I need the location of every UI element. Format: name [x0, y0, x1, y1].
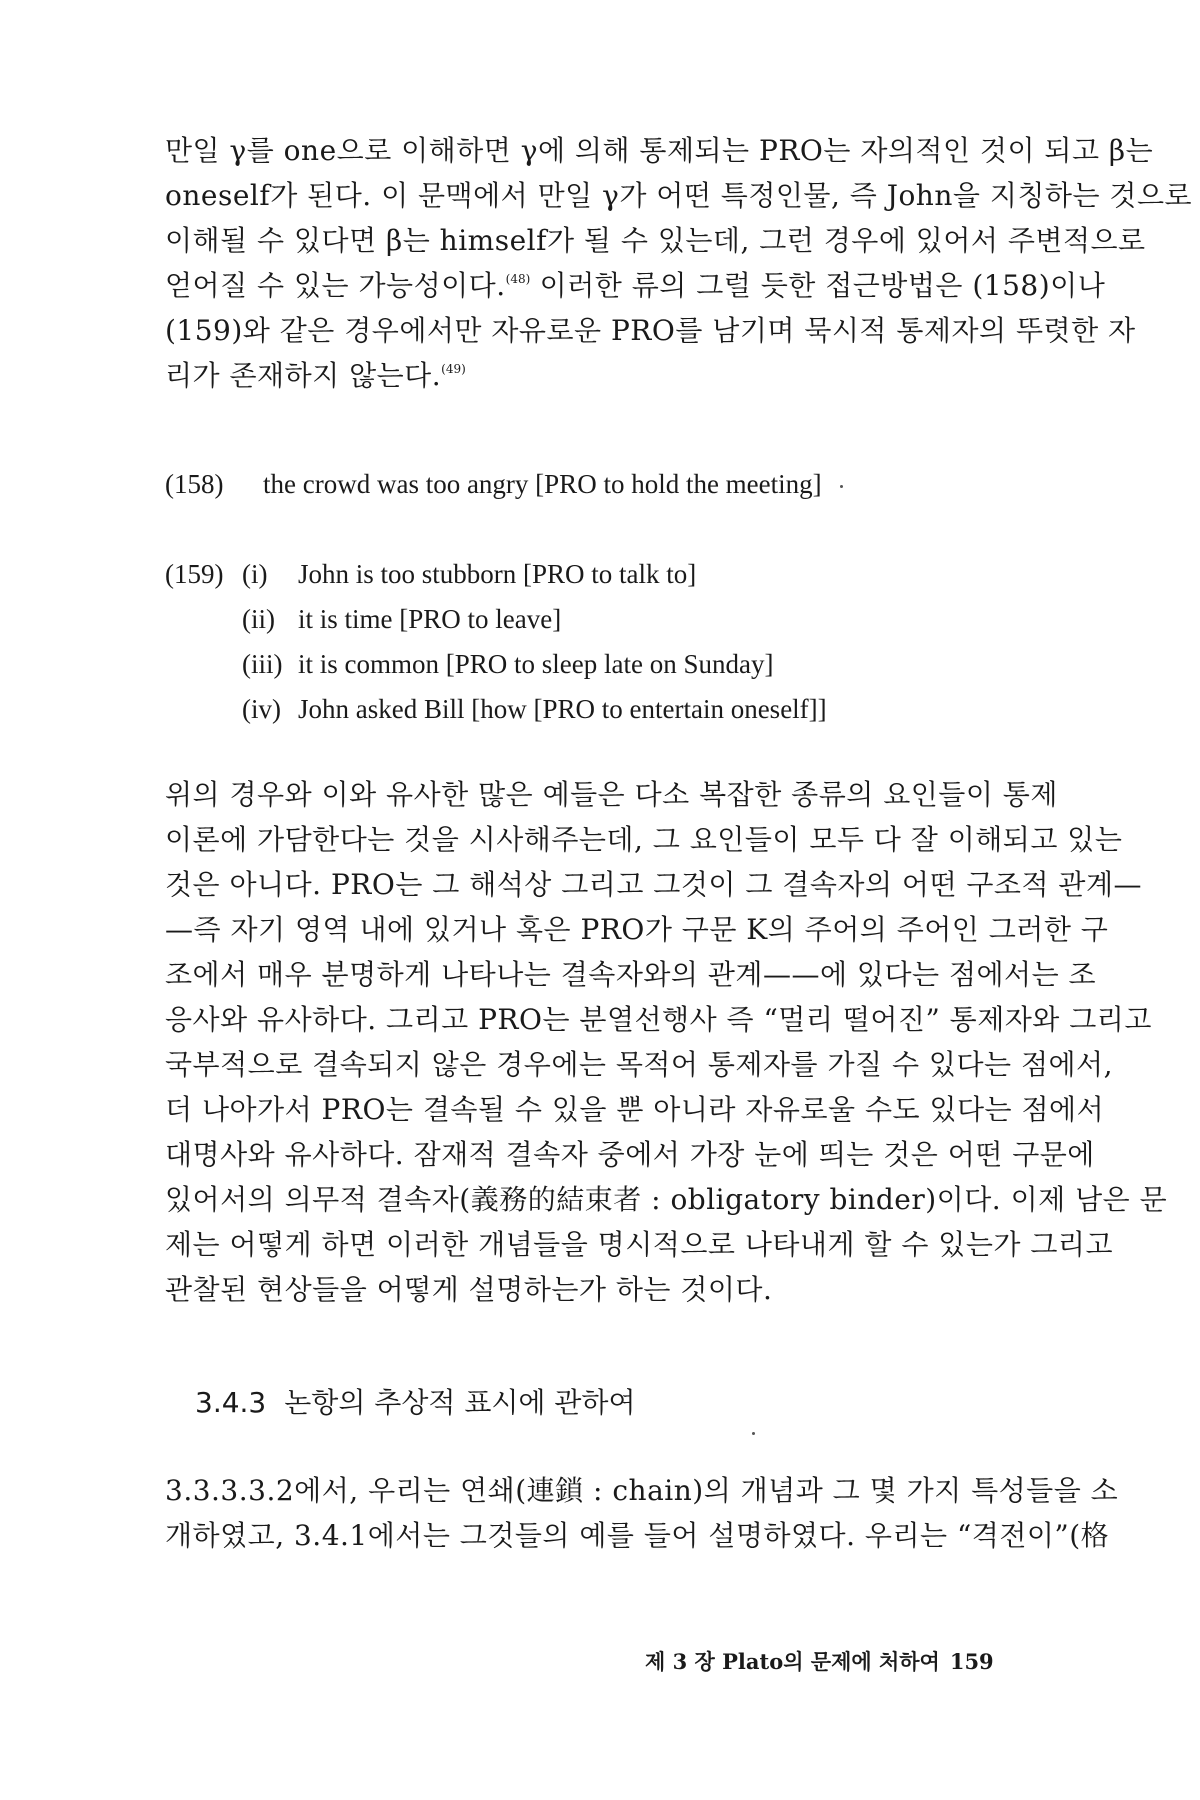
- text-line: —즉 자기 영역 내에 있거나 혹은 PRO가 구문 K의 주어의 주어인 그러한 구: [165, 913, 1109, 946]
- example-label: (159): [165, 559, 224, 589]
- text-line-with-footnote: [165, 353, 1045, 398]
- section-heading: [195, 1383, 636, 1423]
- text-line: 개하였고, 3.4.1에서는 그것들의 예를 들어 설명하였다. 우리는 “격전이”(格: [165, 1519, 1110, 1552]
- example-item-text: it is time [PRO to leave]: [298, 604, 562, 634]
- example-158: [165, 462, 1045, 507]
- example-item-text: John is too stubborn [PRO to talk to]: [298, 559, 697, 589]
- text-line: 조에서 매우 분명하게 나타나는 결속자와의 관계——에 있다는 점에서는 조: [165, 958, 1097, 991]
- example-label: (158): [165, 469, 224, 499]
- text-line: (159)와 같은 경우에서만 자유로운 PRO를 남기며 묵시적 통제자의 뚜렷한 자: [165, 314, 1136, 347]
- text-line: 있어서의 의무적 결속자(義務的結束者 : obligatory binder)이다. 이제 남은 문: [165, 1183, 1168, 1216]
- text-line: 이론에 가담한다는 것을 시사해주는데, 그 요인들이 모두 다 잘 이해되고 있는: [165, 823, 1123, 856]
- example-159-item: [242, 552, 1122, 597]
- text-segment: 얻어질 수 있는 가능성이다.: [165, 269, 506, 302]
- scan-speck: [752, 1432, 755, 1435]
- text-segment: 이러한 류의 그럴 듯한 접근방법은 (158)이나: [530, 269, 1106, 302]
- text-line: 국부적으로 결속되지 않은 경우에는 목적어 통제자를 가질 수 있다는 점에서,: [165, 1048, 1113, 1081]
- paragraph-1: [165, 128, 1193, 398]
- example-item-text: it is common [PRO to sleep late on Sunday]: [298, 649, 774, 679]
- example-text: the crowd was too angry [PRO to hold the meeting]: [263, 469, 822, 499]
- example-item-label: (i): [242, 559, 268, 589]
- text-line: 위의 경우와 이와 유사한 많은 예들은 다소 복잡한 종류의 요인들이 통제: [165, 778, 1058, 811]
- text-line: 관찰된 현상들을 어떻게 설명하는가 하는 것이다.: [165, 1273, 773, 1306]
- example-item-label: (iv): [242, 694, 281, 724]
- example-item-label: (ii): [242, 604, 275, 634]
- text-line: 대명사와 유사하다. 잠재적 결속자 중에서 가장 눈에 띄는 것은 어떤 구문에: [165, 1138, 1095, 1171]
- running-footer: [645, 1647, 1004, 1677]
- page-number: 159: [949, 1649, 994, 1674]
- text-segment: 리가 존재하지 않는다.: [165, 359, 442, 392]
- example-159-item: [242, 687, 1122, 732]
- example-159-item: [242, 642, 1122, 687]
- text-line: 더 나아가서 PRO는 결속될 수 있을 뿐 아니라 자유로울 수도 있다는 점에서: [165, 1093, 1105, 1126]
- example-item-text: John asked Bill [how [PRO to entertain oneself]]: [298, 694, 827, 724]
- scan-speck: [840, 485, 843, 488]
- example-item-label: (iii): [242, 649, 283, 679]
- text-line: 만일 γ를 one으로 이해하면 γ에 의해 통제되는 PRO는 자의적인 것이 되고 β는: [165, 134, 1154, 167]
- footnote-marker: (48): [505, 272, 531, 286]
- section-title-text: 논항의 추상적 표시에 관하여: [284, 1386, 636, 1419]
- example-159-item: [242, 597, 1122, 642]
- text-line: 것은 아니다. PRO는 그 해석상 그리고 그것이 그 결속자의 어떤 구조적 관계—: [165, 868, 1143, 901]
- text-line: 제는 어떻게 하면 이러한 개념들을 명시적으로 나타내게 할 수 있는가 그리고: [165, 1228, 1113, 1261]
- text-line: 응사와 유사하다. 그리고 PRO는 분열선행사 즉 “멀리 떨어진” 통제자와 그리고: [165, 1003, 1152, 1036]
- paragraph-2: [165, 772, 1168, 1312]
- text-line: 3.3.3.3.2에서, 우리는 연쇄(連鎖 : chain)의 개념과 그 몇 가지 특성들을 소: [165, 1474, 1119, 1507]
- section-number: 3.4.3: [195, 1386, 267, 1419]
- footnote-marker: (49): [441, 362, 466, 376]
- text-line-with-footnote: [165, 263, 1106, 308]
- paragraph-3: [165, 1468, 1119, 1558]
- chapter-title: 제 3 장 Plato의 문제에 처하여: [645, 1649, 940, 1674]
- text-line: 이해될 수 있다면 β는 himself가 될 수 있는데, 그런 경우에 있어서 주변적으로: [165, 224, 1146, 257]
- text-line: oneself가 된다. 이 문맥에서 만일 γ가 어떤 특정인물, 즉 John을 지칭하는 것으로: [165, 179, 1193, 212]
